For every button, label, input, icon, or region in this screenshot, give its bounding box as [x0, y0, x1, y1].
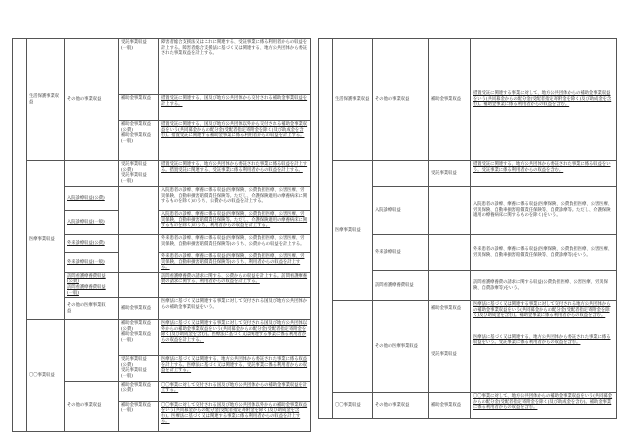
left-desc-d8: 外来患者の診療、療養に係る収益(医療保険、公費負担医療、公害医療、労災保険、自動車損害賠償責任保険等)のうち、利用者からの収益を計上する。 — [159, 253, 311, 273]
right-desc-d4: 外来患者の診療、療養に係る収益(医療保険、公費負担医療、公害医療、労災保険、自動車損害賠償責任保険等、自費診療等)をいう。 — [471, 235, 617, 271]
right-desc-d5: 訪問看護療養費の請求に関する収益(公費負担医療、公害医療、労災保険、自費診療等)をいう。 — [471, 271, 617, 301]
left-desc-d3: 措置受託に関連する、国及び地方公共団体以外から交付される補助金事業収益をいう(共同募金からの配分金(受配者指定寄附金を除く)及び助成金を含む)。措置受託に関連する補助金事業に係る利用者からの収益を計上する。 — [159, 121, 311, 161]
right-desc-d6-d7 — [471, 301, 617, 393]
right-desc-d6: 医療法に基づく又は関連する事業に対して交付される地方公共団体からの補助金事業収益をいう(共同募金からの配分金(受配者指定寄附金を除く)及び助成金を含む)。補助金事業に係る利用者からの収益を含む。 — [473, 302, 611, 319]
left-empty-3a — [119, 187, 159, 235]
left-item-r5: 受託事業収益 (公費) 受託事業収益 (一般) — [119, 161, 159, 187]
left-desc-d6: 入院患者の診療、療養に係る収益(医療保険、公費負担医療、公害医療、労災保険、自動車損害賠償責任保険等。ただし、介護保険適用の療養病床に関するものを除く)のうち、利用者からの収益を計上する。 — [159, 211, 311, 235]
left-item-r8: 受託事業収益 (公費) 受託事業収益 (一般) — [119, 356, 159, 381]
left-item-r2: 補助金事業収益 — [119, 95, 159, 121]
right-desc-d1: 措置受託に関連する事業に対して、地方公共団体からの補助金事業収益をいう(共同募金からの配分金(受配者指定寄附金を除く)及び助成金を含む)。補助金事業に係る利用者からの収益を含む。 — [471, 39, 617, 161]
left-medical-label: 医療事業収益 — [29, 237, 55, 242]
right-inpatient: 入院診療収益 — [373, 187, 429, 235]
right-other-revenue-1: その他の事業収益 — [373, 39, 429, 161]
left-desc-d11: 医療法に基づく又は関連する事業に対して交付される国及び地方公共団体以外からの補助金事業収益をいう(共同募金からの配分金(受配者指定寄附金を除く)及び助成金を含む)。医療法に基づく又は関連する事業に係る利用者からの収益を計上する。 — [159, 320, 311, 356]
left-outpatient-public: 外来診療収益(公費) — [65, 235, 119, 253]
right-visit-nursing: 訪問看護療養費収益 — [373, 271, 429, 301]
left-inpatient-general: 入院診療収益(一般) — [65, 211, 119, 235]
right-other-business-category: 〇〇事業収益 — [333, 393, 373, 419]
left-other-revenue-2: その他の事業収益 — [65, 381, 119, 431]
left-desc-d14: 〇〇事業に対して交付される国及び地方公共団体以外からの補助金事業収益をいう(共同募金からの配分金(受配者指定寄附金を除く)及び助成金を含む)。医療法に基づく又は関連する事業に係る利用者からの収益を計上する。 — [159, 401, 311, 431]
left-item-r7: 補助金事業収益 (公費) 補助金事業収益 (一般) — [119, 320, 159, 356]
left-desc-d7: 外来患者の診療、療養に係る収益(医療保険、公費負担医療、公害医療、労災保険、自動車損害賠償責任保険等)のうち、公費からの収益を計上する。 — [159, 235, 311, 253]
left-blank-cell — [13, 39, 27, 432]
left-desc-d4: 措置受託に関連する、地方公共団体から委託された事業に係る収益を計上する。措置受託に関連する、受託事業に係る利用者からの収益を計上する。 — [159, 161, 311, 187]
left-other-medical-cont — [65, 320, 119, 381]
right-blank-cell — [319, 39, 333, 419]
right-desc-d8: 〇〇事業に対して、地方公共団体からの補助金事業収益をいう(共同募金からの配分金(受配者指定寄附金を除く)及び助成金を含む)。補助金事業に係る利用者からの収益を含む。 — [471, 393, 617, 419]
right-desc-d7: 医療法に基づく又は関連する、地方公共団体から委託された事業に係る収益をいう。受託事業に係る利用者からの収益を含む。 — [473, 334, 611, 346]
left-desc-d5: 入院患者の診療、療養に係る収益(医療保険、公費負担医療、公害医療、労災保険、自動車損害賠償責任保険等。ただし、介護保険適用の療養病床に関するものを除く)のうち、公費からの収益を計上する。 — [159, 187, 311, 211]
left-desc-d13: 〇〇事業に対して交付される国及び地方公共団体からの補助金事業収益を計上する。 — [159, 381, 311, 401]
left-desc-d12: 医療法に基づく又は関連する、地方公共団体から委託された事業に係る収益を計上する。医療法に基づく又は関連する、受託事業に係る利用者からの収益を計上する。 — [159, 356, 311, 381]
left-inpatient-public: 入院診療収益(公費) — [65, 187, 119, 211]
right-other-business-spacer — [333, 301, 373, 393]
left-empty-3c — [119, 272, 159, 297]
left-visit-nursing: 訪問看護療養費収益 (公費) 訪問看護療養費収益 (一般) — [65, 272, 119, 297]
left-item-r3: 補助金事業収益 (公費) 補助金事業収益 (一般) — [119, 121, 159, 161]
right-item-r5: 補助金事業収益 — [429, 393, 471, 419]
right-desc-d3: 入院患者の診療、療養に係る収益(医療保険、公費負担医療、公害医療、労災保険、自動車損害賠償責任保険等、自費診療等。ただし、介護保険適用の療養病床に関するものを除く)をいう。 — [471, 187, 617, 235]
left-item-r9: 補助金事業収益 (公費) — [119, 381, 159, 401]
left-other-business-category: 〇〇事業収益 — [27, 320, 65, 431]
left-item-r1: 受託事業収益 (一般) — [119, 39, 159, 95]
left-livelihood-category: 生活保護事業収益 — [27, 39, 65, 161]
left-desc-d1: 障害者総合支援法又はこれに関連する、受託事業に係る利用者からの収益を計上する。障害者総合支援法に基づく又は関連する、地方公共団体から委託された事業収益を計上する。 — [159, 39, 311, 95]
left-other-medical: その他の医療事業収 益 — [65, 298, 119, 320]
right-outpatient: 外来診療収益 — [373, 235, 429, 271]
right-empty-a — [429, 187, 471, 235]
left-outpatient-general: 外来診療収益(一般) — [65, 253, 119, 273]
right-livelihood-category: 生活保護事業収益 — [333, 39, 373, 161]
left-empty-3b — [119, 235, 159, 273]
right-items-r3-r4 — [429, 301, 471, 393]
left-desc-d10: 医療法に基づく又は関連する事業に対して交付される国及び地方公共団体からの補助金事業収益をいう。 — [159, 298, 311, 320]
right-item-r2: 受託事業収益 — [429, 161, 471, 187]
right-table — [318, 38, 617, 419]
left-item-r6: 補助金事業収益 — [119, 298, 159, 320]
right-other-revenue-2: その他の事業収益 — [373, 393, 429, 419]
left-table — [12, 38, 311, 432]
left-other-revenue-1: その他の事業収益 — [65, 39, 119, 161]
left-item-r10: 補助金事業収益 (一般) — [119, 401, 159, 431]
right-item-r1: 補助金事業収益 — [429, 39, 471, 161]
right-item-r3: 補助金事業収益 — [431, 306, 462, 311]
right-medical-spacer — [373, 161, 429, 187]
right-desc-d2: 措置受託に関連する、地方公共団体から委託された事業に係る収益をいう。受託事業に係る利用者からの収益を含む。 — [471, 161, 617, 187]
right-medical-category: 医療事業収益 — [333, 161, 373, 301]
left-desc-d9: 訪問看護療養費の請求に関する、公費からの収益を計上する。訪問看護療養費の請求に関する、利用者からの収益を計上する。 — [159, 272, 311, 297]
left-desc-d2: 措置受託に関連する、国及び地方公共団体から交付される補助金事業収益を計上する。 — [159, 95, 311, 121]
right-other-medical: その他の医療事業収益 — [373, 301, 429, 393]
left-medical-spacer — [65, 161, 119, 187]
right-empty-b — [429, 235, 471, 271]
right-item-r4: 受託事業収益 — [431, 351, 457, 357]
right-empty-c — [429, 271, 471, 301]
